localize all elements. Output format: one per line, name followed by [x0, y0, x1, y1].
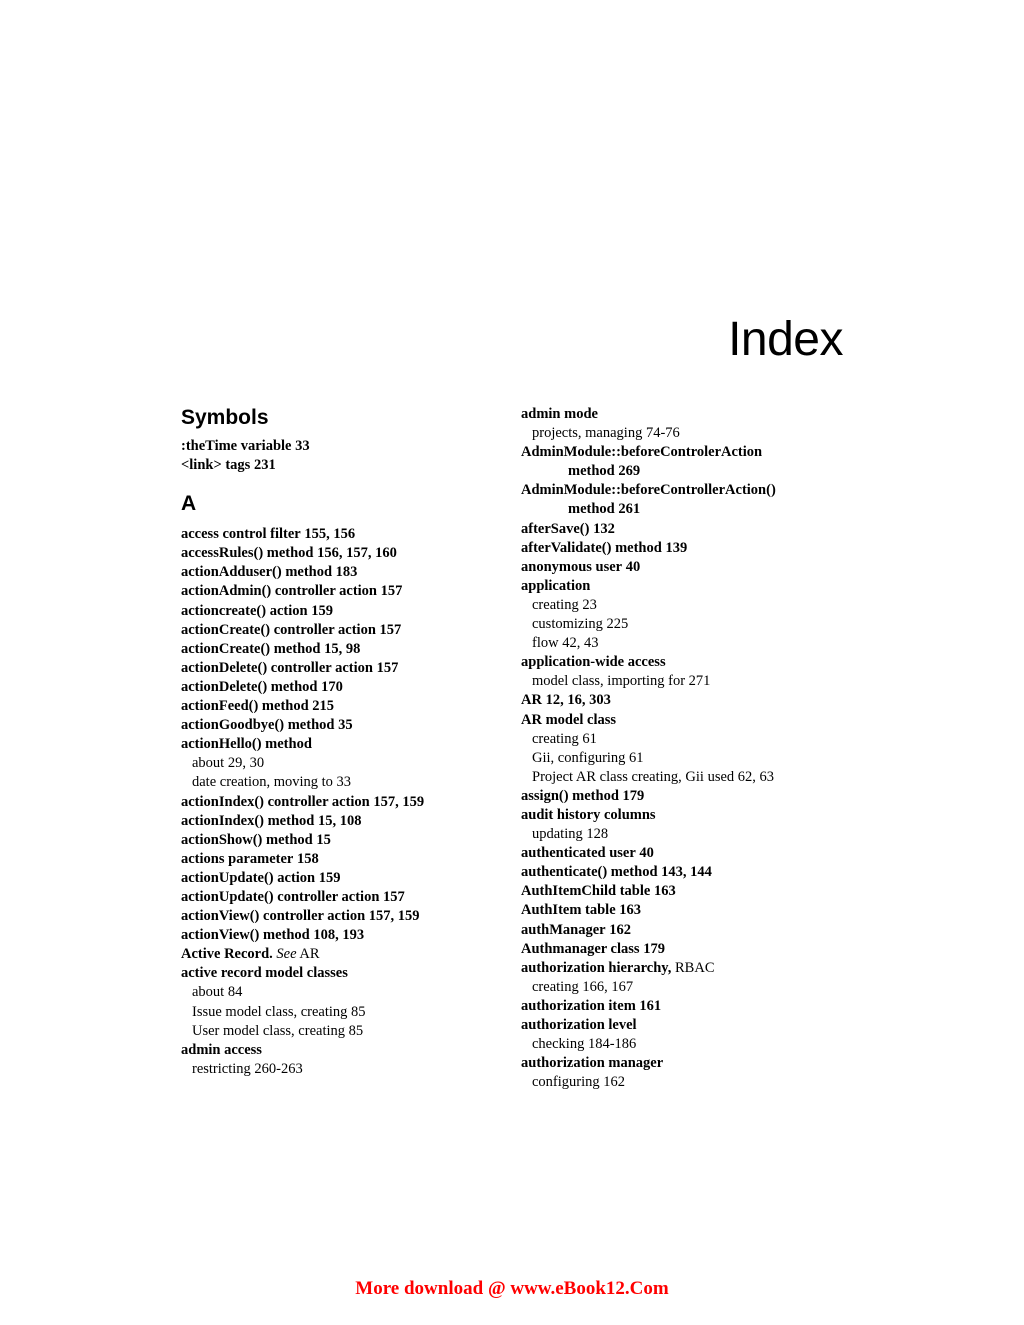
index-term: authorization level [521, 1017, 637, 1033]
index-entry-continuation: method 269 [568, 463, 641, 480]
index-term: assign() method [521, 787, 619, 804]
index-page-numbers: 15, 98 [324, 640, 361, 657]
index-entry [181, 888, 501, 907]
index-entry [521, 882, 851, 901]
index-term: actionDelete() method [181, 678, 318, 695]
index-term: actionCreate() controller action [181, 621, 376, 638]
index-page-numbers: 143, 144 [661, 864, 712, 881]
index-page-numbers: 163 [653, 883, 676, 900]
index-term: application [521, 577, 591, 594]
index-page-numbers: 157 [383, 888, 405, 905]
index-entry [521, 997, 851, 1016]
index-entry [181, 659, 501, 678]
index-entry [181, 621, 501, 640]
index-page-numbers: 139 [665, 539, 688, 556]
index-entry [181, 602, 501, 621]
index-entry [521, 901, 851, 920]
index-term: AR model class [521, 711, 617, 728]
page-title: Index [728, 313, 843, 366]
index-page-numbers: 157 [376, 659, 399, 676]
index-subentry: creating 61 [532, 730, 597, 747]
see-reference: See [276, 946, 297, 963]
right-entry-list [521, 405, 851, 1092]
index-term: admin access [181, 1041, 262, 1058]
index-page-numbers: 155, 156 [304, 526, 356, 543]
index-term: accessRules() method [181, 545, 314, 562]
index-term: <link> tags [181, 457, 251, 474]
index-page-numbers: 157, 159 [368, 908, 420, 925]
index-term: active record model classes [181, 965, 348, 982]
index-term: authorization manager [521, 1055, 664, 1072]
index-entry [181, 735, 501, 754]
index-page-numbers: 231 [253, 457, 276, 474]
index-page-numbers: 215 [312, 698, 335, 715]
index-entry [521, 653, 851, 672]
index-entry [181, 563, 501, 582]
index-subentry: date creation, moving to 33 [192, 774, 352, 791]
index-term: AR [521, 692, 542, 709]
index-term: authenticate() method [521, 864, 658, 881]
index-term-qualifier: RBAC [675, 959, 715, 976]
index-page-numbers: 179 [622, 787, 645, 804]
index-entry [521, 520, 851, 539]
index-term: authenticated user [521, 845, 636, 862]
index-entry [521, 806, 851, 825]
section-heading-symbols: Symbols [181, 406, 269, 429]
index-entry [181, 869, 501, 888]
index-page-numbers: 183 [335, 564, 358, 581]
index-subentry: checking 184-186 [532, 1036, 637, 1053]
index-entry [521, 940, 851, 959]
index-term: afterValidate() method [521, 539, 662, 556]
index-term: actionUpdate() action [181, 869, 316, 886]
index-term: access control filter [181, 526, 301, 543]
index-term: afterSave() [521, 520, 590, 537]
index-entry [521, 863, 851, 882]
index-entry [181, 793, 501, 812]
index-column-right [521, 405, 851, 1092]
index-subentry: creating 166, 167 [532, 978, 634, 995]
index-term: :theTime variable [181, 438, 292, 454]
index-entry [181, 697, 501, 716]
index-term: actionCreate() method [181, 640, 321, 657]
index-term: actionShow() method [181, 831, 313, 848]
index-entry [521, 539, 851, 558]
download-footer: More download @ www.eBook12.Com [355, 1278, 669, 1299]
index-entry [181, 964, 501, 983]
index-page-numbers: 35 [338, 717, 353, 734]
index-term: actionAdduser() method [181, 564, 333, 581]
index-page-numbers: 179 [643, 940, 665, 957]
index-term: application-wide access [521, 654, 666, 671]
index-entry [181, 907, 501, 926]
index-entry [181, 582, 501, 601]
index-subentry: flow 42, 43 [532, 635, 599, 652]
index-column-left [181, 403, 501, 1079]
index-subentry: Issue model class, creating 85 [192, 1003, 366, 1020]
index-page-numbers: 156, 157, 160 [317, 545, 397, 562]
index-page-numbers: 157 [379, 621, 402, 638]
index-term: Authmanager class [521, 940, 640, 957]
index-term: audit history columns [521, 806, 656, 823]
index-entry [521, 558, 851, 577]
index-page-numbers: 170 [321, 678, 343, 695]
index-term: actionGoodbye() method [181, 717, 335, 734]
index-page-numbers: 161 [639, 997, 662, 1014]
index-subentry: about 29, 30 [192, 755, 265, 772]
index-term: AuthItemChild table [521, 883, 651, 900]
index-entry [521, 787, 851, 806]
index-term: actions parameter [181, 850, 294, 867]
index-term: authManager [521, 921, 606, 938]
index-page-numbers: 15, 108 [317, 812, 362, 829]
index-term: AuthItem table [521, 902, 616, 919]
index-subentry: customizing 225 [532, 616, 629, 633]
index-page-numbers: 15 [316, 831, 331, 848]
index-subentry: Project AR class creating, Gii used 62, 63 [532, 768, 775, 785]
index-term: actionUpdate() controller action [181, 888, 380, 905]
index-subentry: about 84 [192, 984, 243, 1001]
index-term: authorization item [521, 997, 636, 1014]
index-entry [521, 1054, 851, 1073]
index-subentry: User model class, creating 85 [192, 1022, 364, 1039]
symbols-entry-list [181, 437, 501, 475]
index-entry [181, 926, 501, 945]
index-entry-continuation: method 261 [568, 501, 641, 518]
index-entry [521, 691, 851, 710]
index-subentry: configuring 162 [532, 1074, 626, 1091]
index-entry [181, 850, 501, 869]
index-term: actionHello() method [181, 736, 312, 753]
index-term: actionView() controller action [181, 908, 366, 925]
index-page-numbers: 163 [619, 902, 642, 919]
index-page-numbers: 157, 159 [373, 793, 425, 810]
index-page-numbers: 158 [296, 850, 319, 867]
index-entry [181, 525, 501, 544]
index-subentry: updating 128 [532, 826, 609, 843]
index-page-numbers: 40 [639, 845, 654, 862]
index-entry [181, 831, 501, 850]
index-subentry: restricting 260-263 [192, 1060, 303, 1077]
index-entry [181, 945, 501, 964]
index-entry [521, 711, 851, 730]
index-page-numbers: 33 [295, 438, 310, 454]
index-term: authorization hierarchy, [521, 959, 672, 976]
index-term: actioncreate() action [181, 602, 308, 619]
index-subentry: creating 23 [532, 596, 597, 613]
index-term: anonymous user [521, 558, 623, 575]
index-entry [521, 844, 851, 863]
section-heading-a: A [181, 492, 197, 516]
index-page-numbers: 162 [609, 921, 631, 938]
index-entry [181, 544, 501, 563]
index-entry [181, 678, 501, 697]
index-page-numbers: 40 [625, 558, 641, 575]
index-entry [521, 921, 851, 940]
index-subentry: model class, importing for 271 [532, 673, 711, 690]
index-entry [181, 812, 501, 831]
a-entry-list [181, 525, 501, 1079]
index-entry [181, 1041, 501, 1060]
index-subentry: projects, managing 74-76 [532, 425, 680, 442]
index-entry [521, 481, 851, 500]
index-entry [521, 959, 851, 978]
index-entry [181, 640, 501, 659]
index-term: actionView() method [181, 927, 310, 944]
index-term: AdminModule::beforeControllerAction() [521, 482, 776, 499]
index-term: actionIndex() method [181, 812, 315, 829]
index-term: actionDelete() controller action [181, 659, 373, 676]
index-term: AdminModule::beforeControlerAction [521, 444, 763, 461]
index-entry [181, 716, 501, 735]
index-entry [521, 577, 851, 596]
index-page-numbers: 159 [318, 869, 341, 886]
index-entry [521, 443, 851, 462]
see-target: AR [299, 946, 320, 963]
index-entry [521, 1016, 851, 1035]
index-term: admin mode [521, 406, 598, 422]
index-page-numbers: 132 [593, 520, 615, 537]
index-term: actionAdmin() controller action [181, 583, 377, 600]
index-page-numbers: 159 [311, 602, 333, 619]
index-term: Active Record. [181, 946, 273, 963]
index-term: actionFeed() method [181, 698, 309, 715]
index-entry [521, 405, 851, 424]
index-page-numbers: 157 [380, 583, 403, 600]
index-subentry: Gii, configuring 61 [532, 749, 644, 766]
index-term: actionIndex() controller action [181, 793, 370, 810]
index-entry [181, 456, 501, 475]
index-entry [181, 437, 501, 456]
index-page-numbers: 12, 16, 303 [545, 692, 611, 709]
index-page-numbers: 108, 193 [313, 927, 365, 944]
